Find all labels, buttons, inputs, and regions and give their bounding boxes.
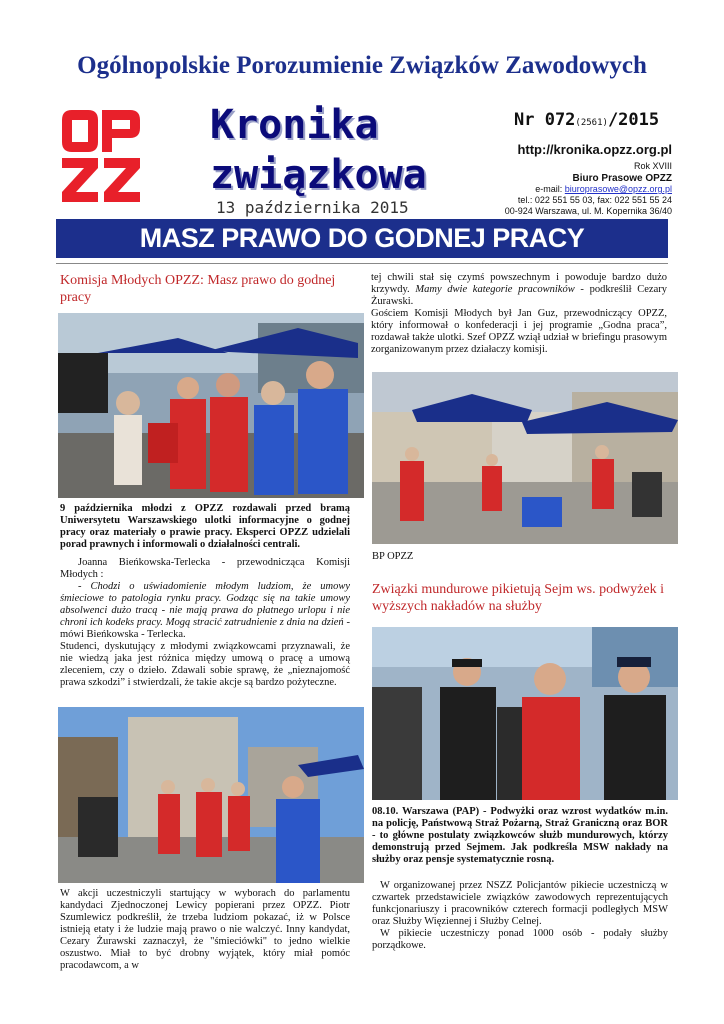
issue-number-main: Nr 072 bbox=[514, 110, 576, 130]
email-link[interactable]: biuroprasowe@opzz.org.pl bbox=[564, 184, 672, 194]
kronika-title-line2: związkowa bbox=[210, 152, 427, 198]
headline-banner: MASZ PRAWO DO GODNEJ PRACY bbox=[56, 219, 668, 258]
issue-number bbox=[514, 110, 659, 130]
article1-continued bbox=[371, 272, 667, 356]
kronika-title bbox=[210, 100, 427, 200]
photo-info-stand bbox=[372, 372, 678, 544]
article2-attendance: W pikiecie uczestniczy ponad 1000 osób - podały służby porządkowe. bbox=[372, 928, 668, 951]
issue-date: 13 października 2015 bbox=[216, 198, 409, 217]
article1-continued-quote-paragraph bbox=[371, 272, 667, 308]
press-office: Biuro Prasowe OPZZ bbox=[572, 173, 672, 184]
article1-candidates: W akcji uczestniczyli startujący w wyborach do parlamentu kandydaci Zjednoczonej Lewicy popierani przez OPZZ. Piotr Szumlewicz podkreślił, że trzeba ludziom pokazać, iż w Polsce istnieją etaty i że ludzie mają prawo o nie walczyć. Inny kandydat, Cezary Żurawski zaznaczył, że "śmieciówki" to jedno wielkie oszustwo. Miał to być drobny wyjątek, który miał pomóc pracodawcom, a w bbox=[60, 888, 350, 971]
article1-guest: Gościem Komisji Młodych był Jan Guz, przewodniczący OPZZ, który informował o konfederacji i jej programie „Godna praca”, rozdawał także ulotki. Szef OPZZ wziął udział w briefingu prasowym zorganizowanym przez działaczy komisji. bbox=[371, 308, 667, 355]
article1-quote-paragraph bbox=[60, 581, 350, 641]
article1-caption: 9 października młodzi z OPZZ rozdawali przed bramą Uniwersytetu Warszawskiego ulotki informacyjne o godnej pracy oraz materiały o prawie pracy. Eksperci OPZZ udzielali porad prawnych i informowali o działalności centrali. bbox=[60, 503, 350, 550]
article1-quote: - Chodzi o uświadomienie młodym ludziom, że umowy śmieciowe to patologia rynku pracy. Godząc się na takie umowy absolwenci dużo tracą - nie mają prawa do płatnego urlopu i nie chroni ich kodeks pracy. Mogą stracić zatrudnienie z dnia na dzień bbox=[60, 581, 350, 628]
article1-headline: Komisja Młodych OPZZ: Masz prawo do godnej pracy bbox=[60, 273, 336, 305]
volume-year: Rok XVIII bbox=[633, 161, 672, 171]
article1-continued-quote: Mamy dwie kategorie pracowników bbox=[415, 284, 575, 295]
photo-street-action bbox=[58, 707, 364, 883]
organization-title: Ogólnopolskie Porozumienie Związków Zawodowych bbox=[77, 52, 647, 79]
photo-uniformed-picket bbox=[372, 627, 678, 800]
photo-credit: BP OPZZ bbox=[372, 551, 414, 562]
photo-youth-action bbox=[58, 313, 364, 498]
article1-continued-end: - podkreślił Cezary Żurawski. bbox=[371, 284, 667, 307]
email-label: e-mail: bbox=[535, 184, 565, 194]
article2-lead: 08.10. Warszawa (PAP) - Podwyżki oraz wzrost wydatków m.in. na policję, Państwową Straż Pożarną, Straż Graniczną oraz BOR - to główne postulaty związkowców służb mundurowych, którzy demonstrują przed Sejmem. Jak podkreśla MSW nakłady na służby oraz pensje systematycznie rosną. bbox=[372, 806, 668, 865]
opzz-logo bbox=[58, 106, 144, 206]
kronika-title-line1: Kronika bbox=[210, 102, 379, 148]
article1-quote-attribution: - mówi Bieńkowska - Terlecka. bbox=[60, 617, 350, 640]
phone-line: tel.: 022 551 55 03, fax: 022 551 55 24 bbox=[517, 195, 672, 205]
site-url[interactable]: http://kronika.opzz.org.pl bbox=[517, 142, 672, 157]
article2-participants: W organizowanej przez NSZZ Policjantów pikiecie uczestniczą w czwartek przedstawiciele związków zawodowych reprezentujących funkcjonariuszy i pracowników czterech formacji podległych MSW oraz Służby Więziennej i Służby Celnej. bbox=[372, 880, 668, 927]
address-line: 00-924 Warszawa, ul. M. Kopernika 36/40 bbox=[504, 206, 672, 216]
divider bbox=[56, 263, 668, 264]
article1-intro: Joanna Bieńkowska-Terlecka - przewodnicząca Komisji Młodych : bbox=[60, 557, 350, 580]
article1-body-top bbox=[60, 557, 350, 689]
issue-number-sub: (2561) bbox=[575, 118, 608, 128]
article2-headline: Związki mundurowe pikietują Sejm ws. podwyżek i wyższych nakładów na służby bbox=[372, 582, 664, 614]
article2-body bbox=[372, 880, 668, 952]
article1-continued-start: tej chwili stał się czymś powszechnym i powoduje bardzo dużo krzywdy. bbox=[371, 272, 667, 295]
email-line bbox=[535, 184, 672, 194]
issue-number-year: /2015 bbox=[607, 110, 660, 130]
article1-students: Studenci, dyskutujący z młodymi związkowcami przyznawali, że nie wiedzą jaka jest różnica między umową o pracę a umową zleceniem, czy o dzieło. Zdawali sobie sprawę, że „nieznajomość prawa szkodzi” i stwierdzali, że takie akcje są bardzo pożyteczne. bbox=[60, 641, 350, 688]
